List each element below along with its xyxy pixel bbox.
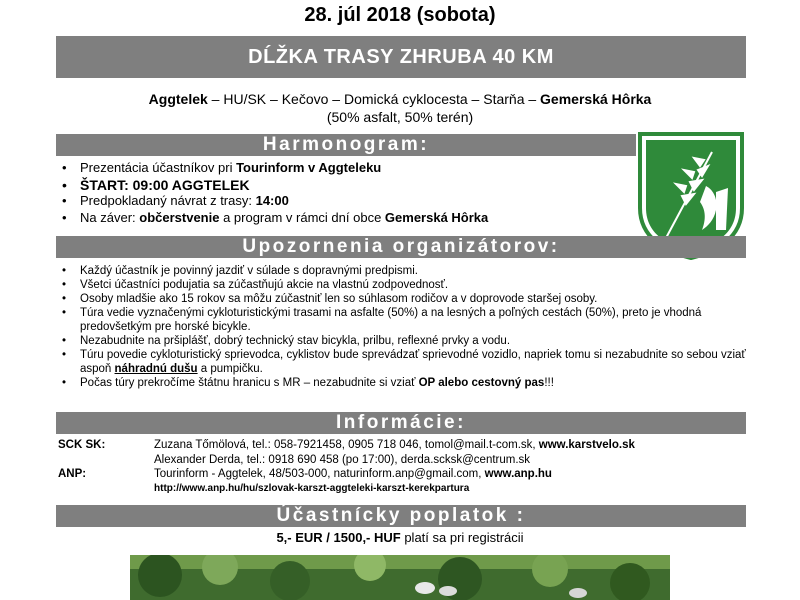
list-item: • Nezabudnite na pršiplášť, dobrý technický stav bicykla, prilbu, reflexné prvky a vodu. — [58, 334, 748, 348]
list-item: • Prezentácia účastníkov pri Tourinform v Aggteleku — [58, 160, 638, 177]
list-item: • Všetci účastníci podujatia sa zúčastňujú akcie na vlastnú zodpovednosť. — [58, 278, 748, 292]
distance-banner: DĹŽKA TRASY ZHRUBA 40 KM — [56, 36, 746, 78]
upozornenia-heading: Upozornenia organizátorov: — [56, 236, 746, 258]
list-item: • Túra vedie vyznačenými cykloturistickými trasami na asfalte (50%) a na lesných a poľných cestách (50%), preto je vhodná predovšetkým pre horské bicykle. — [58, 306, 748, 334]
list-item: • Predpokladaný návrat z trasy: 14:00 — [58, 193, 638, 210]
list-item: • Osoby mladšie ako 15 rokov sa môžu zúčastniť len so súhlasom rodičov a v doprovode staršej osoby. — [58, 292, 748, 306]
fee-text: 5,- EUR / 1500,- HUF platí sa pri registrácii — [276, 530, 524, 545]
contact-info — [58, 438, 748, 496]
list-item: • ŠTART: 09:00 AGGTELEK — [58, 177, 638, 194]
harmonogram-list — [58, 160, 638, 226]
route-start: Aggtelek — [148, 91, 208, 107]
route-end: Gemerská Hôrka — [540, 91, 652, 107]
cyclists-photo — [130, 555, 670, 600]
route-description — [0, 90, 800, 126]
list-item: • Túru povedie cykloturistický sprievodca, cyklistov bude sprevádzať sprievodné vozidlo, napriek tomu si nezabudnite so sebou vziať aspoň náhradnú dušu a pumpičku. — [58, 348, 748, 376]
harmonogram-heading: Harmonogram: — [56, 134, 636, 156]
route-surface: (50% asfalt, 50% terén) — [326, 109, 474, 125]
karstvelo-link[interactable]: www.karstvelo.sk — [538, 439, 635, 451]
upozornenia-list — [58, 264, 748, 390]
anp-link[interactable]: www.anp.hu — [484, 468, 552, 480]
anp-url-link[interactable]: http://www.anp.hu/hu/szlovak-karszt-aggteleki-karszt-kerekpartura — [154, 482, 470, 494]
anp-contact: ANP: Tourinform - Aggtelek, 48/503-000, naturinform.anp@gmail.com, www.anp.hu http://www.anp.hu/hu/szlovak-karszt-aggteleki-karszt-kerekpartura — [58, 467, 748, 496]
event-date: 28. júl 2018 (sobota) — [304, 4, 496, 26]
list-item: • Na záver: občerstvenie a program v rámci dní obce Gemerská Hôrka — [58, 210, 638, 227]
list-item: • Každý účastník je povinný jazdiť v súlade s dopravnými predpismi. — [58, 264, 748, 278]
informacie-heading: Informácie: — [56, 412, 746, 434]
sck-contact: SCK SK: Zuzana Tőmölová, tel.: 058-7921458, 0905 718 046, tomol@mail.t-com.sk, www.karstvelo.sk Alexander Derda, tel.: 0918 690 458 (po 17:00), derda.scksk@centrum.sk — [58, 439, 635, 466]
list-item: • Počas túry prekročíme štátnu hranicu s MR – nezabudnite si vziať OP alebo cestovný pas!!! — [58, 376, 748, 390]
route-middle: – HU/SK – Kečovo – Domická cyklocesta – Starňa – — [207, 91, 541, 107]
poplatok-heading: Účastnícky poplatok : — [56, 505, 746, 527]
